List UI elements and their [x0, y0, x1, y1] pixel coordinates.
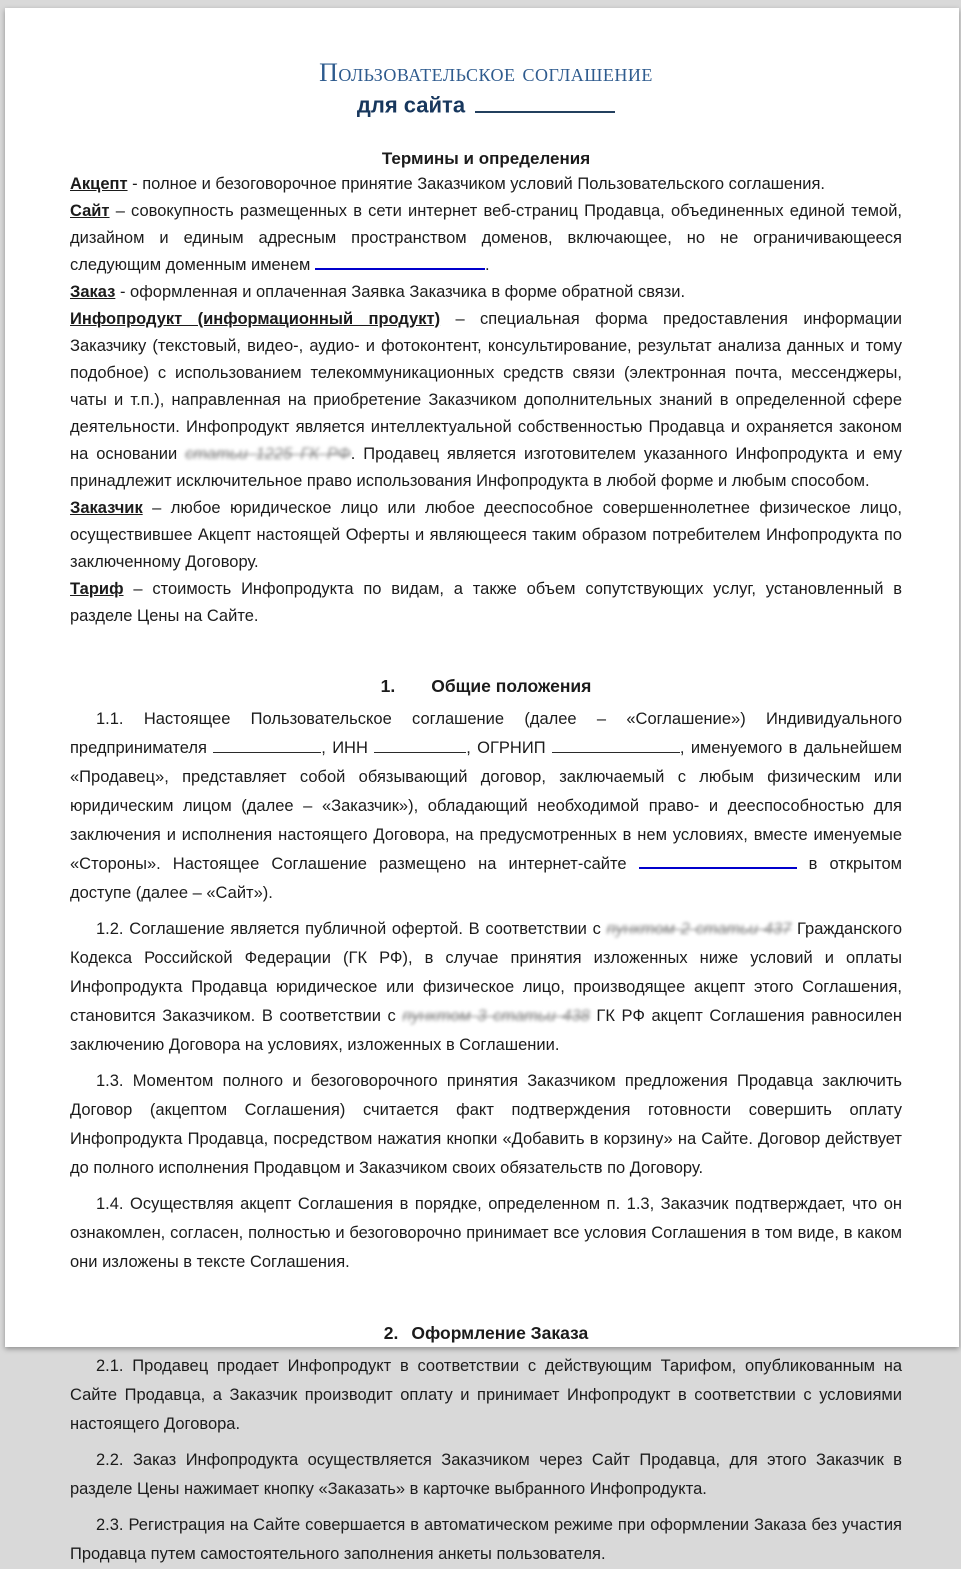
text-run: – совокупность размещенных в сети интернет веб-страниц Продавца, объединенных единой темой, дизайном и единым адресным пространством доменов, включающее, но не ограничивающееся следующим доменным именем	[70, 201, 902, 274]
section-1-heading	[70, 676, 902, 697]
redacted-law-reference-1: статьи 1225 ГК РФ	[185, 444, 351, 463]
redacted-law-reference-2: пунктом 2 статьи 437	[606, 919, 792, 938]
paragraph-2-1	[70, 1352, 902, 1439]
paragraph-1-1	[70, 705, 902, 908]
document-page	[5, 8, 959, 1563]
text-run: 1.1. Настоящее Пользовательское соглашение (далее – «Соглашение») Индивидуального предпринимателя	[70, 709, 902, 757]
section-1-title: Общие положения	[431, 675, 592, 696]
text-run: ГК РФ акцепт Соглашения равносилен заключению Договора на условиях, изложенных в Соглашении.	[70, 1006, 902, 1054]
term-sajt: Сайт	[70, 201, 110, 220]
definition-zakazchik	[70, 495, 902, 576]
document-title: Пользовательское соглашение	[319, 58, 653, 87]
definition-sajt	[70, 198, 902, 279]
paragraph-1-2	[70, 915, 902, 1060]
definition-akcept	[70, 171, 902, 198]
term-tarif: Тариф	[70, 579, 124, 598]
section-2-heading	[70, 1323, 902, 1344]
definition-infoprodukt	[70, 306, 902, 495]
term-zakaz: Заказ	[70, 282, 116, 301]
ogrnip-blank	[552, 739, 680, 753]
text-run: – любое юридическое лицо или любое дееспособное совершеннолетнее физическое лицо, осуществившее Акцепт настоящей Оферты и являющееся таким образом потребителем Инфопродукта по заключенному Договору.	[70, 498, 902, 571]
text-run: , ОГРНИП	[466, 738, 552, 757]
text-run: .	[484, 255, 490, 274]
text-run: Гражданского Кодекса Российской Федерации (ГК РФ), в случае принятия изложенных ниже условий и оплаты Инфопродукта Продавца юридическое или физическое лицо, производящее акцепт этого Соглашения, становится Заказчиком. В соответствии с	[70, 919, 902, 1025]
inn-blank	[374, 739, 466, 753]
document-subtitle	[70, 92, 902, 119]
section-1-number: 1.	[380, 675, 396, 696]
site-name-blank	[475, 92, 615, 113]
text-run: 1.2. Соглашение является публичной офертой. В соответствии с	[96, 919, 607, 938]
text-run: , ИНН	[321, 738, 375, 757]
terms-section-heading: Термины и определения	[381, 148, 591, 168]
paragraph-1-3	[70, 1067, 902, 1183]
text-run: . Продавец является изготовителем указанного Инфопродукта и ему принадлежит исключительное право использования Инфопродукта в любой форме и любым способом.	[70, 444, 902, 490]
text-run: 1.4. Осуществляя акцепт Соглашения в порядке, определенном п. 1.3, Заказчик подтверждает, что он ознакомлен, согласен, полностью и безоговорочно принимает все условия Соглашения в том виде, в каком они изложены в тексте Соглашения.	[70, 1194, 902, 1271]
domain-name-blank	[315, 255, 485, 270]
text-run: , именуемого в дальнейшем «Продавец», представляет собой обязывающий договор, заключаемый с любым физическим или юридическим лицом (далее – «Заказчик»), обладающий необходимой право- и дееспособностью для заключения и исполнения настоящего Договора, на предусмотренных в нем условиях, вместе именуемые «Стороны». Настоящее Соглашение размещено на интернет-сайте	[70, 738, 902, 873]
text-run: 2.2. Заказ Инфопродукта осуществляется Заказчиком через Сайт Продавца, для этого Заказчик в разделе Цены нажимает кнопку «Заказать» в карточке выбранного Инфопродукта.	[70, 1450, 902, 1498]
text-run: в открытом доступе (далее – «Сайт»).	[70, 854, 902, 902]
subtitle-prefix: для сайта	[356, 92, 466, 118]
text-run: - оформленная и оплаченная Заявка Заказчика в форме обратной связи.	[115, 282, 686, 301]
website-url-blank	[639, 854, 797, 869]
text-run: 1.3. Моментом полного и безоговорочного принятия Заказчиком предложения Продавца заключить Договор (акцептом Соглашения) считается факт подтверждения готовности совершить оплату Инфопродукта Продавца, посредством нажатия кнопки «Добавить в корзину» на Сайте. Договор действует до полного исполнения Продавцом и Заказчиком своих обязательств по Договору.	[70, 1071, 902, 1177]
redacted-law-reference-3: пунктом 3 статьи 438	[402, 1006, 590, 1025]
term-zakazchik: Заказчик	[70, 498, 143, 517]
text-run: – специальная форма предоставления информации Заказчику (текстовый, видео-, аудио- и фотоконтент, консультирование, результат анализа данных и тому подобное) с использованием телекоммуникационных средств связи (электронная почта, мессенджеры, чаты и т.п.), направленная на приобретение Заказчиком дополнительных знаний в определенной сфере деятельности. Инфопродукт является интеллектуальной собственностью Продавца и охраняется законом на основании	[70, 309, 902, 463]
section-2-title: Оформление Заказа	[411, 1322, 589, 1343]
term-akcept: Акцепт	[70, 174, 128, 193]
paragraph-2-3	[70, 1511, 902, 1569]
section-2-number: 2.	[383, 1322, 399, 1343]
paragraph-1-4	[70, 1190, 902, 1277]
paragraph-2-2	[70, 1446, 902, 1504]
text-run: 2.1. Продавец продает Инфопродукт в соответствии с действующим Тарифом, опубликованным на Сайте Продавца, а Заказчик производит оплату и принимает Инфопродукт в соответствии с условиями настоящего Договора.	[70, 1356, 902, 1433]
text-run: 2.3. Регистрация на Сайте совершается в автоматическом режиме при оформлении Заказа без участия Продавца путем самостоятельного заполнения анкеты пользователя.	[70, 1515, 902, 1563]
definition-tarif	[70, 576, 902, 630]
text-run: – стоимость Инфопродукта по видам, а также объем сопутствующих услуг, установленный в разделе Цены на Сайте.	[70, 579, 902, 625]
term-infoprodukt: Инфопродукт (информационный продукт)	[70, 309, 441, 328]
text-run: - полное и безоговорочное принятие Заказчиком условий Пользовательского соглашения.	[127, 174, 826, 193]
entrepreneur-name-blank	[213, 739, 321, 753]
definition-zakaz	[70, 279, 902, 306]
